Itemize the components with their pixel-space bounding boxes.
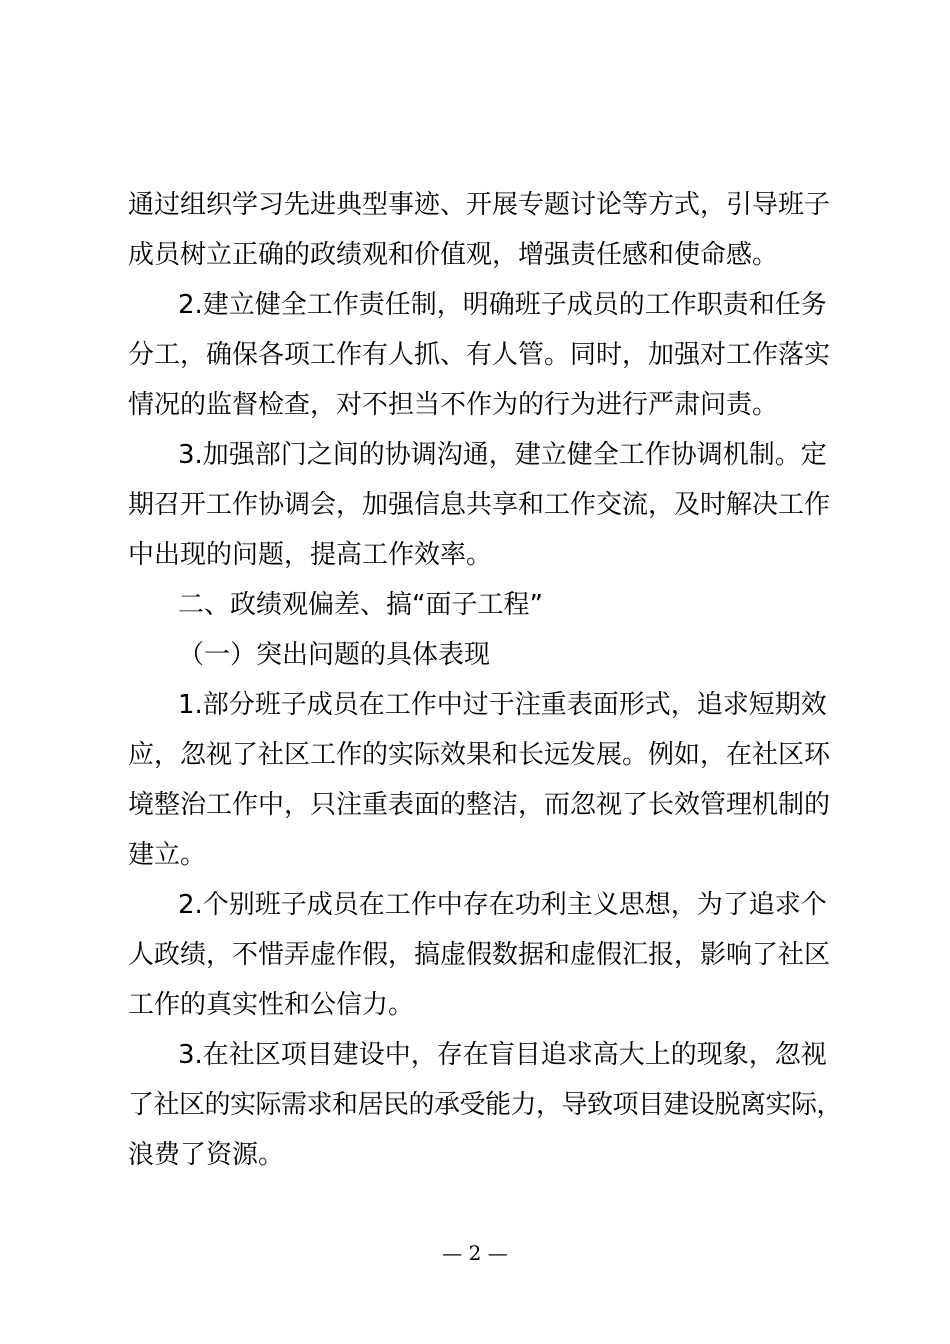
- body-text-line: 应，忽视了社区工作的实际效果和长远发展。例如，在社区环: [128, 740, 831, 770]
- numbered-item-line: 2.建立健全工作责任制，明确班子成员的工作职责和任务: [178, 290, 827, 320]
- body-text-line: 境整治工作中，只注重表面的整洁，而忽视了长效管理机制的: [128, 790, 831, 820]
- body-text-line: 通过组织学习先进典型事迹、开展专题讨论等方式，引导班子: [128, 190, 831, 220]
- body-text-line: 建立。: [128, 840, 207, 870]
- body-text-line: 了社区的实际需求和居民的承受能力，导致项目建设脱离实际，: [128, 1090, 843, 1120]
- body-text-line: 工作的真实性和公信力。: [128, 990, 415, 1020]
- numbered-item-line: 1.部分班子成员在工作中过于注重表面形式，追求短期效: [178, 690, 827, 720]
- body-text-line: 期召开工作协调会，加强信息共享和工作交流，及时解决工作: [128, 490, 831, 520]
- numbered-item-line: 3.在社区项目建设中，存在盲目追求高大上的现象，忽视: [178, 1040, 827, 1070]
- body-text-line: 情况的监督检查，对不担当不作为的行为进行严肃问责。: [128, 390, 779, 420]
- section-heading: 二、政绩观偏差、搞“面子工程”: [178, 590, 543, 620]
- body-text-line: 人政绩，不惜弄虚作假，搞虚假数据和虚假汇报，影响了社区: [128, 940, 831, 970]
- page-number: — 2 —: [442, 1241, 508, 1265]
- body-text-line: 成员树立正确的政绩观和价值观，增强责任感和使命感。: [128, 240, 779, 270]
- numbered-item-line: 3.加强部门之间的协调沟通，建立健全工作协调机制。定: [178, 440, 827, 470]
- numbered-item-line: 2.个别班子成员在工作中存在功利主义思想，为了追求个: [178, 890, 827, 920]
- body-text-line: 浪费了资源。: [128, 1140, 285, 1170]
- body-text-line: 中出现的问题，提高工作效率。: [128, 540, 493, 570]
- subsection-heading: （一）突出问题的具体表现: [178, 640, 491, 670]
- body-text-line: 分工，确保各项工作有人抓、有人管。同时，加强对工作落实: [128, 340, 831, 370]
